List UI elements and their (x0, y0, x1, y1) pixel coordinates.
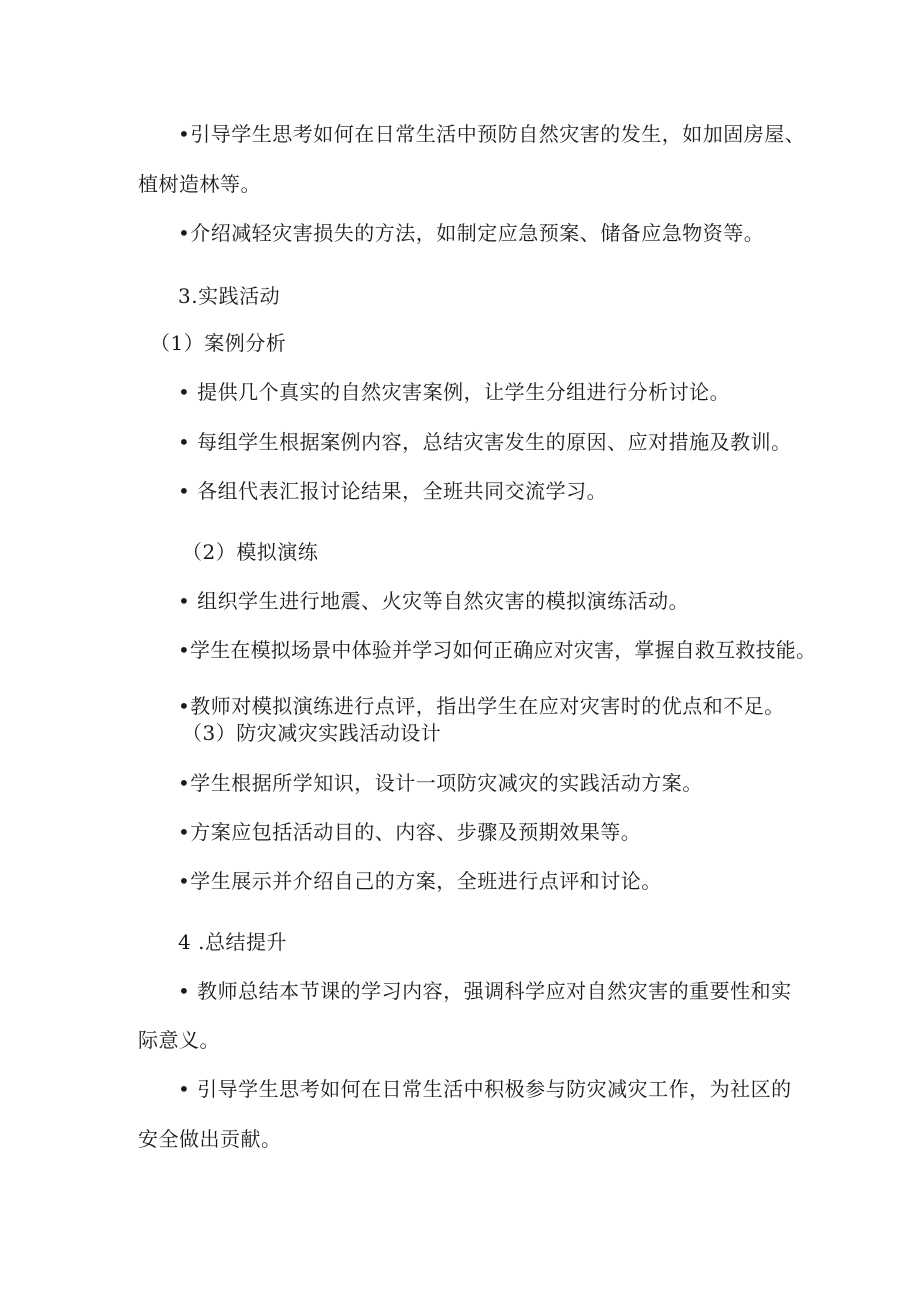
summary-item-2-line-2: 安全做出贡献。 (138, 1127, 282, 1151)
design-item: •学生展示并介绍自己的方案，全班进行点评和讨论。 (178, 869, 662, 893)
design-item: •方案应包括活动目的、内容、步骤及预期效果等。 (178, 820, 642, 844)
subsection-heading-drill: （2）模拟演练 (182, 540, 319, 564)
section-heading-practice: 3.实践活动 (178, 284, 281, 308)
section-heading-summary: 4 .总结提升 (178, 930, 287, 954)
summary-item-2-line-1: • 引导学生思考如何在日常生活中积极参与防灾减灾工作，为社区的 (178, 1077, 792, 1101)
case-analysis-item: • 每组学生根据案例内容，总结灾害发生的原因、应对措施及教训。 (178, 430, 792, 454)
subsection-heading-case-analysis: （1）案例分析 (150, 331, 287, 355)
summary-item-1-line-1: • 教师总结本节课的学习内容，强调科学应对自然灾害的重要性和实 (178, 979, 792, 1003)
drill-item: •学生在模拟场景中体验并学习如何正确应对灾害，掌握自救互救技能。 (178, 638, 817, 662)
case-analysis-item: • 各组代表汇报讨论结果，全班共同交流学习。 (178, 479, 608, 503)
design-item: •学生根据所学知识，设计一项防灾减灾的实践活动方案。 (178, 771, 703, 795)
prevention-item-1-line-2: 植树造林等。 (138, 172, 261, 196)
drill-item: •教师对模拟演练进行点评，指出学生在应对灾害时的优点和不足。 (178, 694, 785, 718)
drill-item: • 组织学生进行地震、火灾等自然灾害的模拟演练活动。 (178, 589, 690, 613)
prevention-item-1-line-1: •引导学生思考如何在日常生活中预防自然灾害的发生，如加固房屋、 (178, 122, 806, 146)
case-analysis-item: • 提供几个真实的自然灾害案例，让学生分组进行分析讨论。 (178, 380, 731, 404)
subsection-heading-design: （3）防灾减灾实践活动设计 (182, 721, 442, 745)
prevention-item-2: •介绍减轻灾害损失的方法，如制定应急预案、储备应急物资等。 (178, 221, 765, 245)
summary-item-1-line-2: 际意义。 (138, 1028, 220, 1052)
